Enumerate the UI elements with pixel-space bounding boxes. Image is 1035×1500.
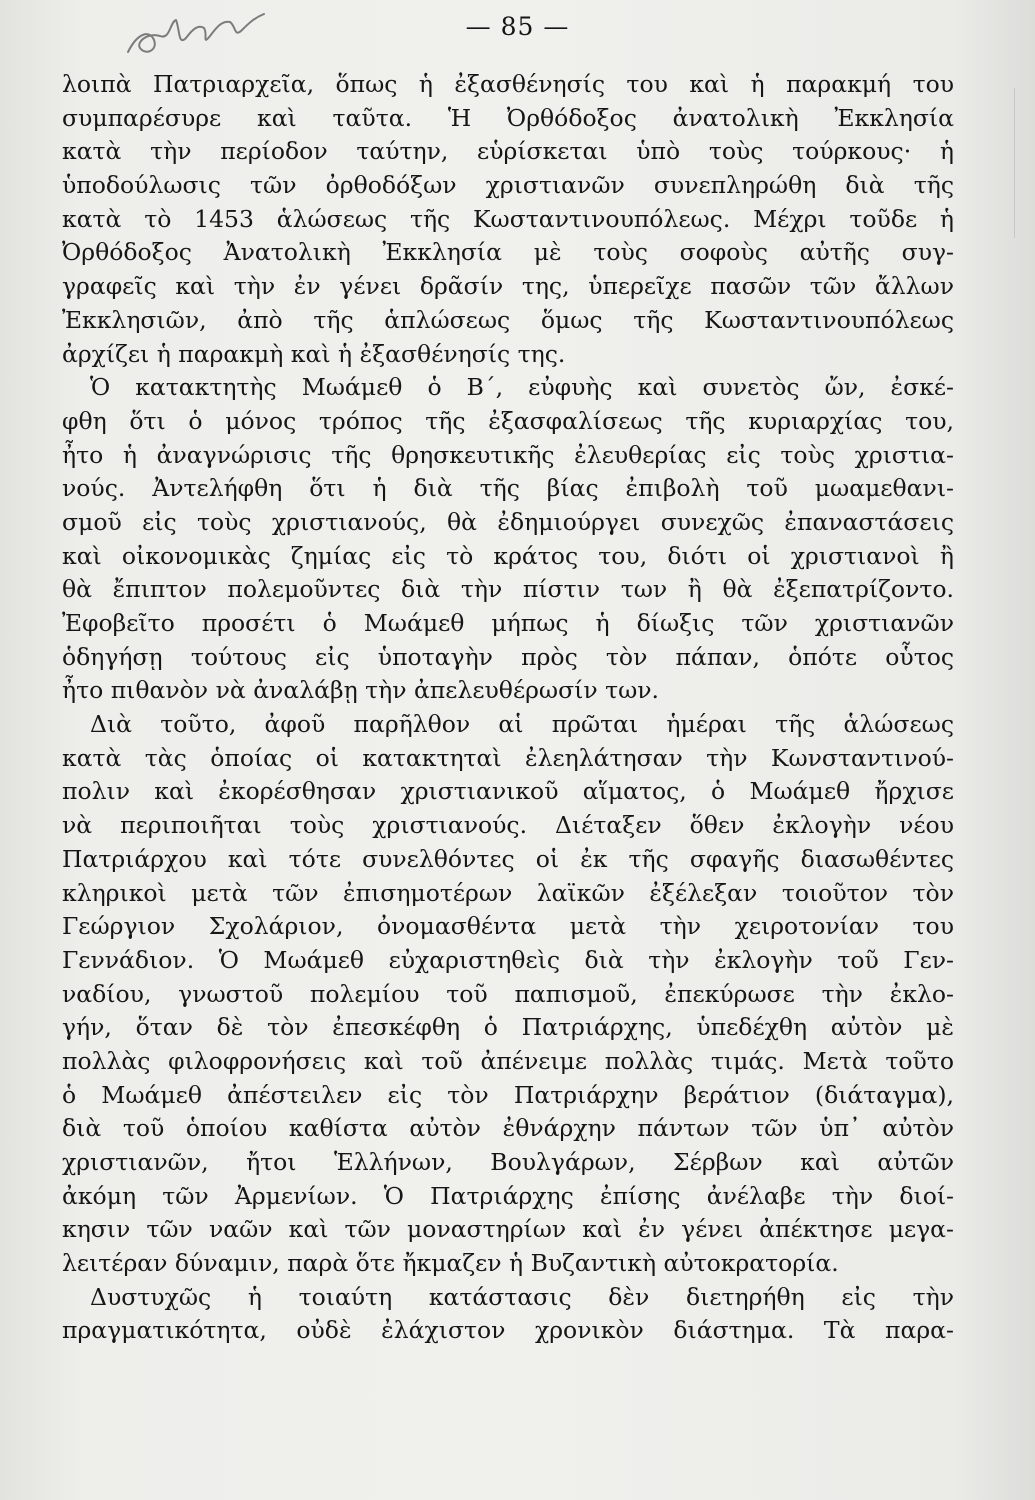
text-line: γραφεῖς καὶ τὴν ἐν γένει δρᾶσίν της, ὑπερεῖχε πασῶν τῶν ἄλλων xyxy=(62,272,954,301)
text-line: ὁδηγήσῃ τούτους εἰς ὑποταγὴν πρὸς τὸν πάπαν, ὁπότε οὗτος xyxy=(62,642,954,671)
text-line: θὰ ἔπιπτον πολεμοῦντες διὰ τὴν πίστιν των ἢ θὰ ἐξεπατρίζοντο. xyxy=(62,575,954,604)
text-line: ἦτο ἡ ἀναγνώρισις τῆς θρησκευτικῆς ἐλευθερίας εἰς τοὺς χριστια- xyxy=(62,440,954,469)
text-line: κατὰ τὴν περίοδον ταύτην, εὑρίσκεται ὑπὸ τοὺς τούρκους· ἡ xyxy=(62,137,954,166)
page-number: — 85 — xyxy=(465,12,570,41)
paragraph-3 xyxy=(62,708,954,1281)
text-line: Δυστυχῶς ἡ τοιαύτη κατάστασις δὲν διετηρήθη εἰς τὴν xyxy=(90,1282,954,1311)
text-line: πραγματικότητα, οὐδὲ ἐλάχιστον χρονικὸν διάστημα. Τὰ παρα- xyxy=(62,1316,954,1345)
text-line: ναδίου, γνωστοῦ πολεμίου τοῦ παπισμοῦ, ἐπεκύρωσε τὴν ἐκλο- xyxy=(62,979,954,1008)
text-line: Ὁ κατακτητὴς Μωάμεθ ὁ Β΄, εὐφυὴς καὶ συνετὸς ὤν, ἐσκέ- xyxy=(90,373,954,402)
text-line: Ὀρθόδοξος Ἀνατολικὴ Ἐκκλησία μὲ τοὺς σοφοὺς αὐτῆς συγ- xyxy=(62,238,954,267)
text-line: Ἐφοβεῖτο προσέτι ὁ Μωάμεθ μήπως ἡ δίωξις τῶν χριστιανῶν xyxy=(62,609,954,637)
text-line: λοιπὰ Πατριαρχεῖα, ὅπως ἡ ἐξασθένησίς του καὶ ἡ παρακμή του xyxy=(62,70,954,98)
text-line: κατὰ τὰς ὁποίας οἱ κατακτηταὶ ἐλεηλάτησαν τὴν Κωνσταντινού- xyxy=(62,743,954,772)
paragraph-1 xyxy=(62,68,954,371)
text-line: λειτέραν δύναμιν, παρὰ ὅτε ἤκμαζεν ἡ Βυζαντικὴ αὐτοκρατορία. xyxy=(62,1249,839,1278)
text-line: διὰ τοῦ ὁποίου καθίστα αὐτὸν ἐθνάρχην πάντων τῶν ὑπ᾿ αὐτὸν xyxy=(62,1114,954,1143)
text-line: κατὰ τὸ 1453 ἁλώσεως τῆς Κωσταντινουπόλεως. Μέχρι τοῦδε ἡ xyxy=(62,204,954,233)
text-line: σμοῦ εἰς τοὺς χριστιανούς, θὰ ἐδημιούργει συνεχῶς ἐπαναστάσεις xyxy=(62,507,954,536)
margin-scan-mark xyxy=(1014,88,1015,238)
paragraph-2 xyxy=(62,371,954,708)
text-line: νούς. Ἀντελήφθη ὅτι ἡ διὰ τῆς βίας ἐπιβολὴ τοῦ μωαμεθανι- xyxy=(62,474,954,503)
text-line: συμπαρέσυρε καὶ ταῦτα. Ἡ Ὀρθόδοξος ἀνατολικὴ Ἐκκλησία xyxy=(62,103,954,132)
text-line: Γεννάδιον. Ὁ Μωάμεθ εὐχαριστηθεὶς διὰ τὴν ἐκλογὴν τοῦ Γεν- xyxy=(62,945,954,974)
text-line: γήν, ὅταν δὲ τὸν ἐπεσκέφθη ὁ Πατριάρχης, ὑπεδέχθη αὐτὸν μὲ xyxy=(62,1013,954,1042)
text-line: φθη ὅτι ὁ μόνος τρόπος τῆς ἐξασφαλίσεως τῆς κυριαρχίας του, xyxy=(62,406,954,435)
text-line: Γεώργιον Σχολάριον, ὀνομασθέντα μετὰ τὴν χειροτονίαν του xyxy=(62,912,954,941)
text-line: πολιν καὶ ἐκορέσθησαν χριστιανικοῦ αἵματος, ὁ Μωάμεθ ἤρχισε xyxy=(62,777,954,806)
text-line: Πατριάρχου καὶ τότε συνελθόντες οἱ ἐκ τῆς σφαγῆς διασωθέντες xyxy=(62,844,954,873)
paragraph-4 xyxy=(62,1281,954,1348)
text-line: Διὰ τοῦτο, ἀφοῦ παρῆλθον αἱ πρῶται ἡμέραι τῆς ἁλώσεως xyxy=(90,710,954,739)
text-line: κληρικοὶ μετὰ τῶν ἐπισημοτέρων λαϊκῶν ἐξέλεξαν τοιοῦτον τὸν xyxy=(62,878,954,907)
text-line: Ἐκκλησιῶν, ἀπὸ τῆς ἁπλώσεως ὅμως τῆς Κωσταντινουπόλεως xyxy=(62,305,954,334)
text-line: ὁ Μωάμεθ ἀπέστειλεν εἰς τὸν Πατριάρχην βεράτιον (διάταγμα), xyxy=(62,1080,954,1109)
text-line: κησιν τῶν ναῶν καὶ τῶν μοναστηρίων καὶ ἐν γένει ἀπέκτησε μεγα- xyxy=(62,1215,954,1244)
text-line: ἀκόμη τῶν Ἀρμενίων. Ὁ Πατριάρχης ἐπίσης ἀνέλαβε τὴν διοί- xyxy=(62,1181,954,1210)
text-line: ἀρχίζει ἡ παρακμὴ καὶ ἡ ἐξασθένησίς της. xyxy=(62,339,566,368)
text-line: ὑποδούλωσις τῶν ὀρθοδόξων χριστιανῶν συνεπληρώθη διὰ τῆς xyxy=(62,171,954,200)
text-line: πολλὰς φιλοφρονήσεις καὶ τοῦ ἀπένειμε πολλὰς τιμάς. Μετὰ τοῦτο xyxy=(62,1046,954,1075)
text-line: ἦτο πιθανὸν νὰ ἀναλάβῃ τὴν ἀπελευθέρωσίν των. xyxy=(62,676,660,705)
body-text xyxy=(62,68,954,1348)
text-line: νὰ περιποιῆται τοὺς χριστιανούς. Διέταξεν ὅθεν ἐκλογὴν νέου xyxy=(62,811,954,840)
text-line: χριστιανῶν, ἤτοι Ἑλλήνων, Βουλγάρων, Σέρβων καὶ αὐτῶν xyxy=(62,1148,954,1176)
text-line: καὶ οἰκονομικὰς ζημίας εἰς τὸ κράτος του, διότι οἱ χριστιανοὶ ἢ xyxy=(62,541,954,570)
